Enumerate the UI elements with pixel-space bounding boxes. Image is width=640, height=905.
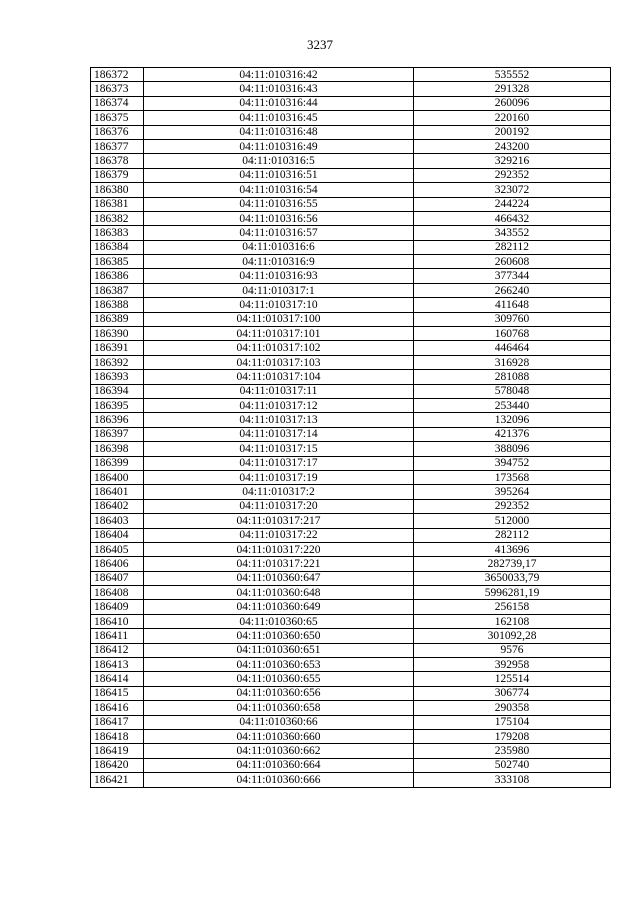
cadastral-value-cell: 290358 — [414, 701, 611, 715]
table-row — [91, 744, 611, 758]
cadastral-value-cell: 392958 — [414, 658, 611, 672]
cadastral-value-cell: 5996281,19 — [414, 586, 611, 600]
cadastral-value-cell: 535552 — [414, 68, 611, 82]
row-number-cell: 186399 — [91, 456, 144, 470]
table-row — [91, 528, 611, 542]
table-row — [91, 240, 611, 254]
cadastral-value-cell: 421376 — [414, 427, 611, 441]
table-row — [91, 125, 611, 139]
cadastral-value-cell: 301092,28 — [414, 629, 611, 643]
cadastral-number-cell: 04:11:010360:664 — [144, 758, 414, 772]
row-number-cell: 186411 — [91, 629, 144, 643]
table-row — [91, 586, 611, 600]
cadastral-value-cell: 413696 — [414, 542, 611, 556]
table-row — [91, 442, 611, 456]
row-number-cell: 186388 — [91, 298, 144, 312]
cadastral-value-cell: 253440 — [414, 398, 611, 412]
row-number-cell: 186372 — [91, 68, 144, 82]
table-row — [91, 485, 611, 499]
row-number-cell: 186401 — [91, 485, 144, 499]
cadastral-value-cell: 179208 — [414, 729, 611, 743]
row-number-cell: 186421 — [91, 773, 144, 787]
row-number-cell: 186412 — [91, 643, 144, 657]
table-row — [91, 499, 611, 513]
cadastral-number-cell: 04:11:010360:648 — [144, 586, 414, 600]
cadastral-number-cell: 04:11:010316:48 — [144, 125, 414, 139]
row-number-cell: 186391 — [91, 341, 144, 355]
table-row — [91, 614, 611, 628]
table-row — [91, 183, 611, 197]
table-row — [91, 729, 611, 743]
cadastral-number-cell: 04:11:010316:45 — [144, 111, 414, 125]
row-number-cell: 186403 — [91, 514, 144, 528]
cadastral-value-cell: 377344 — [414, 269, 611, 283]
table-row — [91, 571, 611, 585]
table-row — [91, 456, 611, 470]
table-row — [91, 557, 611, 571]
cadastral-number-cell: 04:11:010317:13 — [144, 413, 414, 427]
table-row — [91, 672, 611, 686]
table-row — [91, 68, 611, 82]
cadastral-number-cell: 04:11:010317:15 — [144, 442, 414, 456]
cadastral-number-cell: 04:11:010317:2 — [144, 485, 414, 499]
table-row — [91, 283, 611, 297]
cadastral-number-cell: 04:11:010317:10 — [144, 298, 414, 312]
row-number-cell: 186407 — [91, 571, 144, 585]
cadastral-number-cell: 04:11:010317:1 — [144, 283, 414, 297]
table-row — [91, 82, 611, 96]
cadastral-value-cell: 243200 — [414, 139, 611, 153]
row-number-cell: 186393 — [91, 370, 144, 384]
table-row — [91, 542, 611, 556]
cadastral-number-cell: 04:11:010316:51 — [144, 168, 414, 182]
table-row — [91, 715, 611, 729]
cadastral-value-cell: 578048 — [414, 384, 611, 398]
cadastral-number-cell: 04:11:010360:660 — [144, 729, 414, 743]
cadastral-value-cell: 329216 — [414, 154, 611, 168]
cadastral-number-cell: 04:11:010316:5 — [144, 154, 414, 168]
cadastral-number-cell: 04:11:010317:102 — [144, 341, 414, 355]
table-row — [91, 413, 611, 427]
row-number-cell: 186392 — [91, 355, 144, 369]
cadastral-value-cell: 291328 — [414, 82, 611, 96]
cadastral-number-cell: 04:11:010317:12 — [144, 398, 414, 412]
cadastral-value-cell: 200192 — [414, 125, 611, 139]
cadastral-number-cell: 04:11:010360:651 — [144, 643, 414, 657]
row-number-cell: 186397 — [91, 427, 144, 441]
cadastral-number-cell: 04:11:010316:6 — [144, 240, 414, 254]
page-number: 3237 — [307, 37, 333, 52]
row-number-cell: 186394 — [91, 384, 144, 398]
table-row — [91, 600, 611, 614]
cadastral-value-cell: 260096 — [414, 96, 611, 110]
cadastral-value-cell: 3650033,79 — [414, 571, 611, 585]
row-number-cell: 186410 — [91, 614, 144, 628]
row-number-cell: 186416 — [91, 701, 144, 715]
cadastral-number-cell: 04:11:010360:647 — [144, 571, 414, 585]
cadastral-number-cell: 04:11:010316:42 — [144, 68, 414, 82]
row-number-cell: 186409 — [91, 600, 144, 614]
cadastral-value-cell: 411648 — [414, 298, 611, 312]
cadastral-number-cell: 04:11:010316:55 — [144, 197, 414, 211]
cadastral-value-cell: 306774 — [414, 686, 611, 700]
row-number-cell: 186390 — [91, 327, 144, 341]
cadastral-value-cell: 282739,17 — [414, 557, 611, 571]
table-row — [91, 514, 611, 528]
row-number-cell: 186396 — [91, 413, 144, 427]
row-number-cell: 186420 — [91, 758, 144, 772]
table-row — [91, 327, 611, 341]
table-row — [91, 629, 611, 643]
table-row — [91, 111, 611, 125]
row-number-cell: 186415 — [91, 686, 144, 700]
table-row — [91, 154, 611, 168]
cadastral-number-cell: 04:11:010317:22 — [144, 528, 414, 542]
cadastral-number-cell: 04:11:010317:19 — [144, 470, 414, 484]
cadastral-value-cell: 333108 — [414, 773, 611, 787]
cadastral-number-cell: 04:11:010317:20 — [144, 499, 414, 513]
cadastral-value-cell: 394752 — [414, 456, 611, 470]
cadastral-value-cell: 395264 — [414, 485, 611, 499]
row-number-cell: 186419 — [91, 744, 144, 758]
cadastral-number-cell: 04:11:010317:100 — [144, 312, 414, 326]
cadastral-number-cell: 04:11:010360:658 — [144, 701, 414, 715]
cadastral-value-cell: 235980 — [414, 744, 611, 758]
cadastral-value-cell: 323072 — [414, 183, 611, 197]
cadastral-number-cell: 04:11:010317:103 — [144, 355, 414, 369]
cadastral-value-cell: 292352 — [414, 168, 611, 182]
table-row — [91, 168, 611, 182]
row-number-cell: 186386 — [91, 269, 144, 283]
row-number-cell: 186385 — [91, 255, 144, 269]
row-number-cell: 186402 — [91, 499, 144, 513]
row-number-cell: 186376 — [91, 125, 144, 139]
row-number-cell: 186379 — [91, 168, 144, 182]
table-row — [91, 643, 611, 657]
row-number-cell: 186380 — [91, 183, 144, 197]
cadastral-number-cell: 04:11:010316:56 — [144, 211, 414, 225]
cadastral-number-cell: 04:11:010360:65 — [144, 614, 414, 628]
cadastral-value-cell: 160768 — [414, 327, 611, 341]
table-row — [91, 298, 611, 312]
row-number-cell: 186400 — [91, 470, 144, 484]
cadastral-value-cell: 292352 — [414, 499, 611, 513]
cadastral-number-cell: 04:11:010360:66 — [144, 715, 414, 729]
table-row — [91, 269, 611, 283]
row-number-cell: 186417 — [91, 715, 144, 729]
row-number-cell: 186381 — [91, 197, 144, 211]
cadastral-number-cell: 04:11:010316:43 — [144, 82, 414, 96]
row-number-cell: 186418 — [91, 729, 144, 743]
table-row — [91, 370, 611, 384]
cadastral-number-cell: 04:11:010316:44 — [144, 96, 414, 110]
cadastral-number-cell: 04:11:010360:649 — [144, 600, 414, 614]
cadastral-value-cell: 132096 — [414, 413, 611, 427]
cadastral-number-cell: 04:11:010360:650 — [144, 629, 414, 643]
table-row — [91, 197, 611, 211]
cadastral-value-cell: 125514 — [414, 672, 611, 686]
cadastral-number-cell: 04:11:010360:656 — [144, 686, 414, 700]
registry-table — [90, 67, 611, 788]
cadastral-number-cell: 04:11:010317:220 — [144, 542, 414, 556]
cadastral-value-cell: 281088 — [414, 370, 611, 384]
cadastral-value-cell: 343552 — [414, 226, 611, 240]
row-number-cell: 186408 — [91, 586, 144, 600]
table-row — [91, 139, 611, 153]
row-number-cell: 186387 — [91, 283, 144, 297]
cadastral-value-cell: 309760 — [414, 312, 611, 326]
table-row — [91, 226, 611, 240]
cadastral-number-cell: 04:11:010317:101 — [144, 327, 414, 341]
cadastral-number-cell: 04:11:010317:104 — [144, 370, 414, 384]
row-number-cell: 186406 — [91, 557, 144, 571]
cadastral-value-cell: 446464 — [414, 341, 611, 355]
table-row — [91, 96, 611, 110]
table-row — [91, 211, 611, 225]
row-number-cell: 186405 — [91, 542, 144, 556]
cadastral-value-cell: 266240 — [414, 283, 611, 297]
row-number-cell: 186404 — [91, 528, 144, 542]
table-row — [91, 758, 611, 772]
table-row — [91, 341, 611, 355]
cadastral-value-cell: 466432 — [414, 211, 611, 225]
row-number-cell: 186382 — [91, 211, 144, 225]
cadastral-number-cell: 04:11:010317:217 — [144, 514, 414, 528]
cadastral-value-cell: 220160 — [414, 111, 611, 125]
table-row — [91, 427, 611, 441]
registry-table-body — [91, 68, 611, 788]
cadastral-number-cell: 04:11:010360:666 — [144, 773, 414, 787]
cadastral-value-cell: 175104 — [414, 715, 611, 729]
row-number-cell: 186374 — [91, 96, 144, 110]
cadastral-value-cell: 244224 — [414, 197, 611, 211]
row-number-cell: 186373 — [91, 82, 144, 96]
row-number-cell: 186377 — [91, 139, 144, 153]
row-number-cell: 186398 — [91, 442, 144, 456]
cadastral-value-cell: 388096 — [414, 442, 611, 456]
cadastral-value-cell: 316928 — [414, 355, 611, 369]
row-number-cell: 186378 — [91, 154, 144, 168]
table-row — [91, 686, 611, 700]
cadastral-number-cell: 04:11:010316:93 — [144, 269, 414, 283]
cadastral-number-cell: 04:11:010317:14 — [144, 427, 414, 441]
cadastral-number-cell: 04:11:010316:54 — [144, 183, 414, 197]
table-row — [91, 701, 611, 715]
cadastral-number-cell: 04:11:010360:662 — [144, 744, 414, 758]
row-number-cell: 186375 — [91, 111, 144, 125]
row-number-cell: 186384 — [91, 240, 144, 254]
table-row — [91, 773, 611, 787]
cadastral-value-cell: 9576 — [414, 643, 611, 657]
row-number-cell: 186383 — [91, 226, 144, 240]
cadastral-value-cell: 282112 — [414, 240, 611, 254]
cadastral-number-cell: 04:11:010317:17 — [144, 456, 414, 470]
cadastral-value-cell: 256158 — [414, 600, 611, 614]
cadastral-number-cell: 04:11:010317:11 — [144, 384, 414, 398]
cadastral-number-cell: 04:11:010316:9 — [144, 255, 414, 269]
table-row — [91, 355, 611, 369]
row-number-cell: 186413 — [91, 658, 144, 672]
cadastral-value-cell: 502740 — [414, 758, 611, 772]
row-number-cell: 186395 — [91, 398, 144, 412]
cadastral-number-cell: 04:11:010360:655 — [144, 672, 414, 686]
row-number-cell: 186414 — [91, 672, 144, 686]
cadastral-number-cell: 04:11:010317:221 — [144, 557, 414, 571]
table-row — [91, 255, 611, 269]
table-row — [91, 312, 611, 326]
cadastral-value-cell: 512000 — [414, 514, 611, 528]
cadastral-number-cell: 04:11:010316:49 — [144, 139, 414, 153]
row-number-cell: 186389 — [91, 312, 144, 326]
table-row — [91, 470, 611, 484]
cadastral-value-cell: 260608 — [414, 255, 611, 269]
table-row — [91, 398, 611, 412]
cadastral-number-cell: 04:11:010360:653 — [144, 658, 414, 672]
cadastral-number-cell: 04:11:010316:57 — [144, 226, 414, 240]
cadastral-value-cell: 282112 — [414, 528, 611, 542]
table-row — [91, 384, 611, 398]
cadastral-value-cell: 173568 — [414, 470, 611, 484]
table-row — [91, 658, 611, 672]
cadastral-value-cell: 162108 — [414, 614, 611, 628]
